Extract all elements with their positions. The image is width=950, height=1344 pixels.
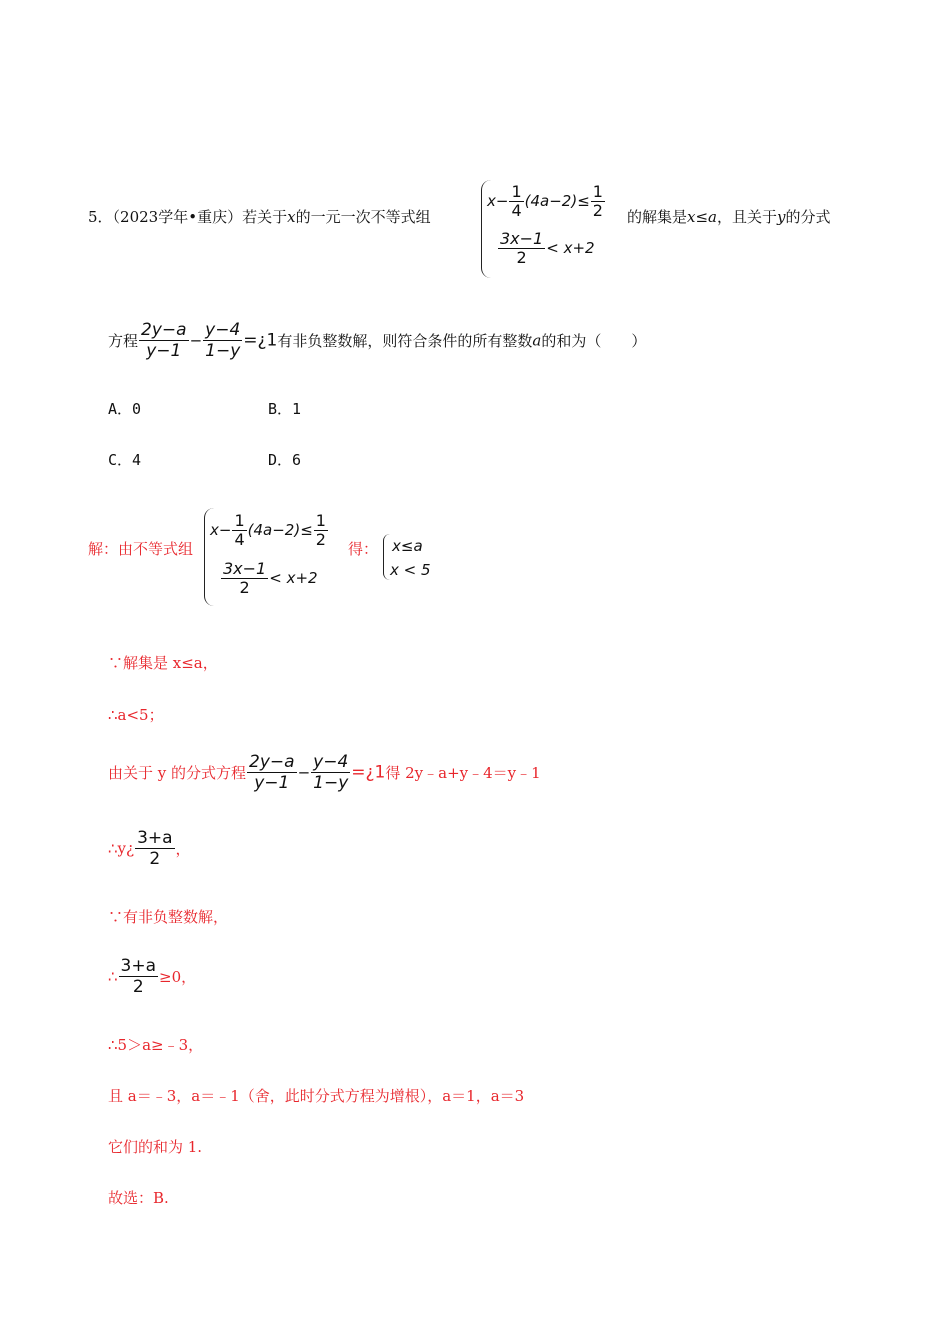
solution-line-5: ∵有非负整数解， (108, 908, 229, 926)
solution-line-10: 故选：B. (108, 1189, 169, 1207)
option-a: A．0 (108, 400, 142, 418)
solution-line-8: 且 a＝﹣3，a＝﹣1（舍，此时分式方程为增根），a＝1，a＝3 (108, 1087, 525, 1105)
question-line2: 方程 $\frac{2y-a}{y-1}$ − $\frac{y-4}{1-y}$ =¿1有非负整数解，则符合条件的所有整数a的和为（ ） (108, 320, 647, 361)
option-b: B．1 (268, 400, 302, 418)
result-line-1: x≤a (392, 537, 423, 555)
question-line1-tail: 的解集是x≤a，且关于y的分式 (627, 208, 831, 226)
question-inequality-1: x− $\frac{1}{4}$ (4a−2)≤ $\frac{1}{2}$ (487, 182, 603, 220)
solution-inequality-1: x− $\frac{1}{4}$ (4a−2)≤ $\frac{1}{2}$ (210, 511, 326, 549)
solution-line-1: ∵解集是 x≤a， (108, 654, 218, 672)
solution-line-7: ∴5＞a≥﹣3， (108, 1036, 204, 1054)
solution-line-6: ∴ $\frac{3+a}{2}$ ≥0， (108, 956, 197, 997)
question-source: （2023学年•重庆） (112, 208, 243, 226)
solution-inequality-2: $\frac{3x-1}{2}$ < x+2 (223, 559, 318, 597)
solution-de: 得： (348, 540, 379, 558)
solution-intro: 解：由不等式组 (88, 540, 194, 558)
solution-line-4: ∴y¿ $\frac{3+a}{2}$ ， (108, 828, 191, 869)
solution-line-9: 它们的和为 1. (108, 1138, 203, 1156)
solution-line-3: 由关于 y 的分式方程 $\frac{2y-a}{y-1}$ − $\frac{y-4}{1-y}$ =¿1得 2y﹣a+y﹣4＝y﹣1 (108, 752, 541, 793)
solution-line-2: ∴a<5； (108, 706, 164, 724)
result-line-2: x < 5 (390, 561, 431, 579)
option-c: C．4 (108, 451, 142, 469)
question-inequality-2: $\frac{3x-1}{2}$ < x+2 (500, 229, 595, 267)
option-d: D．6 (268, 451, 302, 469)
question-number: 5．（2023学年•重庆）若关于x的一元一次不等式组 (88, 208, 431, 226)
